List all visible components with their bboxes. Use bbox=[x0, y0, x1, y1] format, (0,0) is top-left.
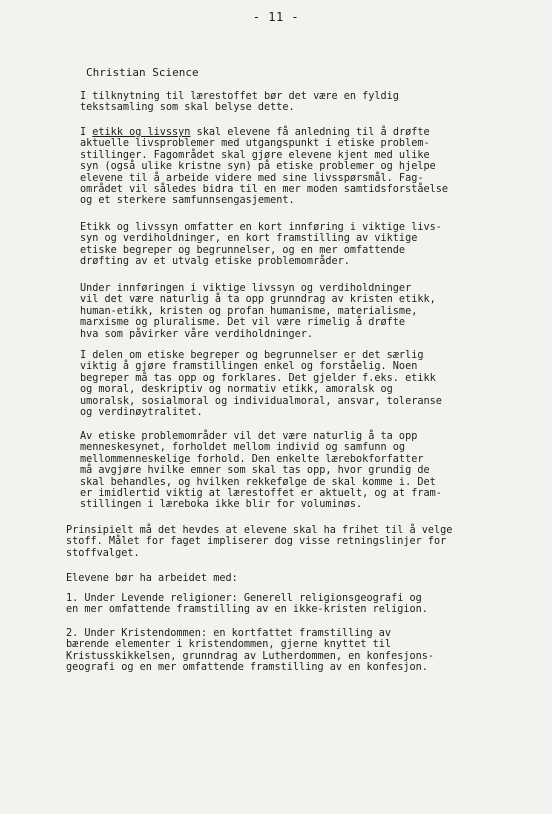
text-line: aktuelle livsproblemer med utgangspunkt i etiske problem- bbox=[80, 138, 430, 150]
text-line: skal behandles, og hvilken rekkefølge de skal komme i. Det bbox=[80, 476, 436, 488]
text-fragment: I bbox=[80, 127, 93, 138]
text-line: syn (også ulike kristne syn) på etiske problemer og hjelpe bbox=[80, 161, 436, 173]
paragraph-innforingen bbox=[80, 283, 436, 340]
text-line: Under innføringen i viktige livssyn og verdiholdninger bbox=[80, 283, 412, 294]
text-line: bærende elementer i kristendommen, gjerne knyttet til bbox=[66, 639, 392, 651]
text-line: området vil således bidra til en mer moden samtidsforståelse bbox=[80, 184, 449, 196]
text-line: og verdinøytralitet. bbox=[80, 407, 203, 419]
text-line: viktig å gjøre framstillingen enkel og forståelig. Noen bbox=[80, 361, 418, 373]
text-line: human-etikk, kristen og profan humanisme, materialisme, bbox=[80, 305, 418, 317]
paragraph-arbeidet bbox=[66, 573, 238, 584]
text-line: Elevene bør ha arbeidet med: bbox=[66, 573, 238, 584]
text-line: og et sterkere samfunnsengasjement. bbox=[80, 195, 295, 207]
text-line: 1. Under Levende religioner: Generell religionsgeografi og bbox=[66, 593, 422, 604]
text-line: drøfting av et utvalg etiske problemområder. bbox=[80, 256, 350, 268]
text-line: er imidlertid viktig at lærestoffet er aktuelt, og at fram- bbox=[80, 488, 442, 500]
text-line: etiske begreper og begrunnelser, og en mer omfattende bbox=[80, 244, 406, 256]
text-line: umoralsk, sosialmoral og individualmoral, ansvar, toleranse bbox=[80, 395, 442, 407]
text-line: I delen om etiske begreper og begrunnelser er det særlig bbox=[80, 350, 424, 361]
text-line: stoff. Målet for faget impliserer dog visse retningslinjer for bbox=[66, 536, 447, 548]
paragraph-problemomrader bbox=[80, 431, 442, 511]
text-line: Prinsipielt må det hevdes at elevene skal ha frihet til å velge bbox=[66, 525, 453, 536]
text-line: mellommenneskelige forhold. Den enkelte lærebokforfatter bbox=[80, 453, 424, 465]
text-line: tekstsamling som skal belyse dette. bbox=[80, 102, 295, 114]
text-line: 2. Under Kristendommen: en kortfattet framstilling av bbox=[66, 628, 392, 639]
page-number: - 11 - bbox=[252, 10, 300, 24]
text-line: stoffvalget. bbox=[66, 547, 140, 559]
text-line: hva som påvirker våre verdiholdninger. bbox=[80, 328, 314, 340]
text-line: syn og verdiholdninger, en kort framstilling av viktige bbox=[80, 233, 418, 245]
paragraph-intro bbox=[80, 91, 399, 114]
section-heading: Christian Science bbox=[86, 66, 199, 79]
text-line: elevene til å arbeide videre med sine livsspørsmål. Fag- bbox=[80, 172, 424, 184]
text-fragment: skal elevene få anledning til å drøfte bbox=[190, 127, 430, 138]
text-line: stillinger. Fagområdet skal gjøre elevene kjent med ulike bbox=[80, 149, 430, 161]
text-line bbox=[80, 127, 448, 138]
text-line: en mer omfattende framstilling av en ikke-kristen religion. bbox=[66, 604, 428, 616]
paragraph-etikk-og-livssyn bbox=[80, 127, 448, 207]
paragraph-prinsipielt bbox=[66, 525, 452, 559]
text-line: stillingen i læreboka ikke blir for voluminøs. bbox=[80, 499, 363, 511]
text-line: vil det være naturlig å ta opp grunndrag av kristen etikk, bbox=[80, 294, 436, 306]
text-line: I tilknytning til lærestoffet bør det være en fyldig bbox=[80, 91, 399, 102]
text-line: marxisme og pluralisme. Det vil være rimelig å drøfte bbox=[80, 317, 406, 329]
underlined-term: etikk og livssyn bbox=[92, 127, 191, 138]
paragraph-omfatter bbox=[80, 222, 442, 268]
paragraph-begreper bbox=[80, 350, 442, 418]
text-line: geografi og en mer omfattende framstilling av en konfesjon. bbox=[66, 662, 428, 674]
text-line: Kristusskikkelsen, grunndrag av Lutherdommen, en konfesjons- bbox=[66, 650, 435, 662]
text-line: Av etiske problemområder vil det være naturlig å ta opp bbox=[80, 431, 418, 442]
list-item-1 bbox=[66, 593, 428, 616]
text-line: må avgjøre hvilke emner som skal tas opp, hvor grundig de bbox=[80, 465, 430, 477]
text-line: menneskesynet, forholdet mellom individ og samfunn og bbox=[80, 442, 406, 454]
list-item-2 bbox=[66, 628, 434, 674]
text-line: Etikk og livssyn omfatter en kort innføring i viktige livs- bbox=[80, 222, 442, 233]
text-line: begreper må tas opp og forklares. Det gjelder f.eks. etikk bbox=[80, 372, 436, 384]
text-line: og moral, deskriptiv og normativ etikk, amoralsk og bbox=[80, 384, 393, 396]
